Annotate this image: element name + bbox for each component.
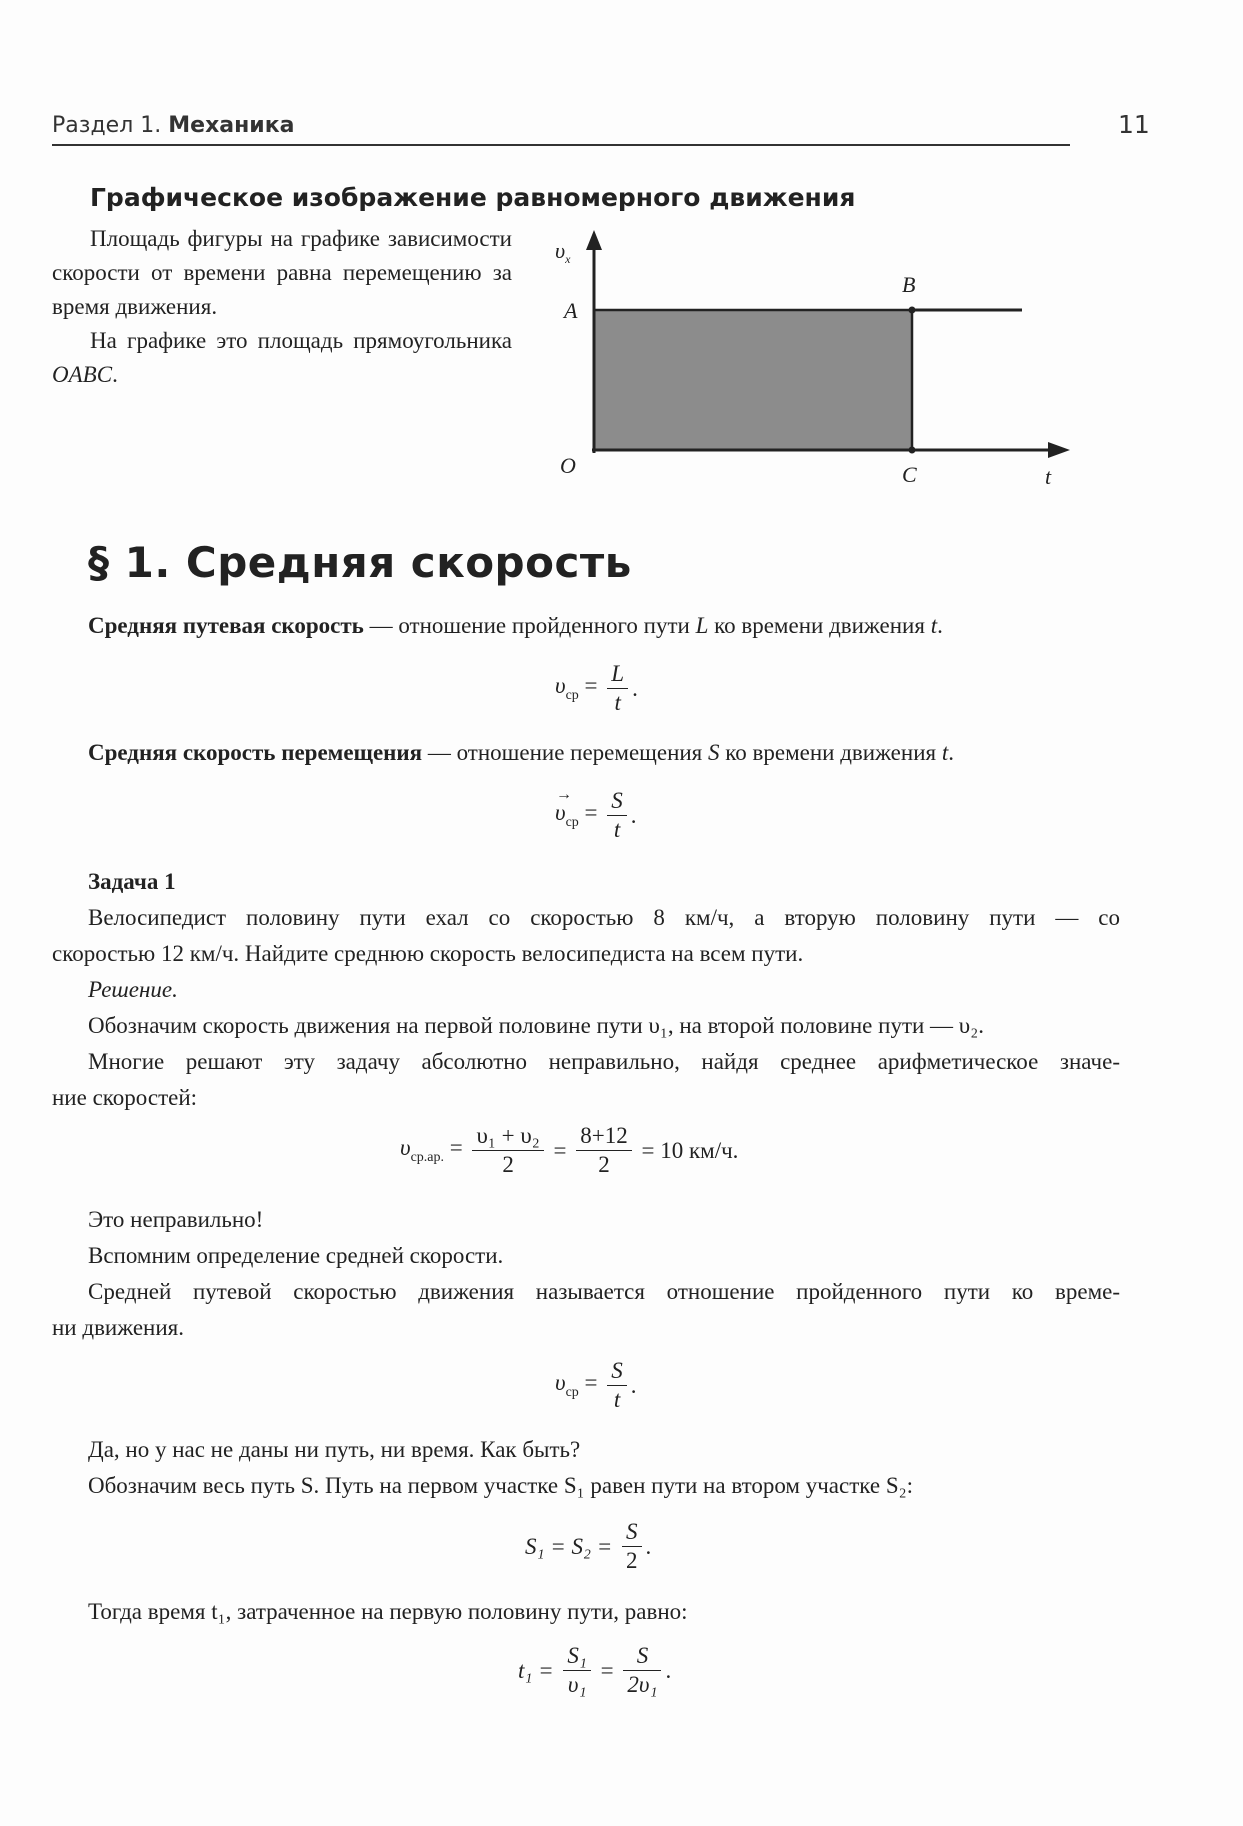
- solution-line-5: Вспомним определение средней скорости.: [88, 1243, 504, 1268]
- formula-avg-displacement-speed: → $\upsilon_{ср}$ = $\frac{S}{t}$ .: [555, 786, 637, 842]
- page-number: 11: [1118, 110, 1150, 139]
- x-axis-label: t: [1045, 464, 1052, 489]
- point-b-marker: [909, 307, 916, 314]
- running-header: [52, 113, 295, 138]
- problem-text-line-2: скоростью 12 км/ч. Найдите среднюю скорость велосипедиста на всем пути.: [52, 941, 804, 966]
- section-prefix: Раздел 1.: [52, 113, 162, 138]
- solution-line-3: ние скоростей:: [52, 1085, 198, 1110]
- velocity-time-diagram: [540, 228, 1140, 498]
- x-axis-arrow-icon: [1048, 442, 1070, 458]
- solution-label: Решение.: [88, 977, 178, 1002]
- solution-line-2: Многие решают эту задачу абсолютно неправильно, найдя среднее арифметическое значе-: [88, 1049, 1120, 1074]
- y-axis-arrow-icon: [586, 230, 602, 250]
- header-rule: [52, 144, 1070, 146]
- problem-text-line-1: Велосипедист половину пути ехал со скоростью 8 км/ч, а вторую половину пути — со: [88, 905, 1120, 930]
- solution-line-1: Обозначим скорость движения на первой половине пути υ₁, на второй половине пути — υ₂.: [88, 1013, 984, 1038]
- solution-line-4: Это неправильно!: [88, 1207, 264, 1232]
- point-c-label: C: [902, 462, 917, 487]
- section-title: § 1. Средняя скорость: [88, 538, 632, 587]
- area-rectangle: [594, 310, 912, 450]
- point-c-marker: [909, 447, 916, 454]
- definition-displacement-speed: Средняя скорость перемещения — отношение перемещения S ко времени движения t.: [88, 740, 954, 765]
- solution-line-8: Да, но у нас не даны ни путь, ни время. Как быть?: [88, 1437, 581, 1462]
- formula-time-first-half: t₁ = $\frac{\text{S₁}}{\text{υ₁}}$ = $\frac{S}{\text{2υ₁}}$ .: [518, 1643, 672, 1697]
- point-o-label: O: [560, 453, 576, 478]
- problem-title: Задача 1: [88, 869, 176, 894]
- formula-avg-speed-repeat: $\upsilon_{ср}$ = $\frac{S}{t}$ .: [555, 1358, 637, 1412]
- point-b-label: B: [902, 272, 916, 297]
- solution-line-6: Средней путевой скоростью движения называется отношение пройденного пути ко време-: [88, 1279, 1120, 1304]
- solution-line-10: Тогда время t₁, затраченное на первую половину пути, равно:: [88, 1599, 688, 1624]
- solution-line-9: Обозначим весь путь S. Путь на первом участке S₁ равен пути на втором участке S₂:: [88, 1473, 914, 1498]
- graphic-heading: Графическое изображение равномерного движения: [90, 183, 856, 212]
- graphic-paragraph-1: Площадь фигуры на графике зависимости скорости от времени равна перемещению за время движения.: [52, 226, 512, 319]
- graphic-intro: [52, 222, 512, 392]
- definition-path-speed: Средняя путевая скорость — отношение пройденного пути L ко времени движения t.: [88, 613, 943, 638]
- section-name: Механика: [168, 113, 295, 138]
- formula-arithmetic-mean: $\upsilon_{ср.ар.}$ = $\frac{\text{υ₁ + υ₂}}{2}$ = $\frac{8+12}{2}$ = 10 км/ч.: [400, 1123, 739, 1177]
- y-axis-label: $\upsilon_x$: [555, 238, 571, 266]
- formula-half-path: S₁ = S₂ = $\frac{S}{2}$ .: [525, 1519, 652, 1573]
- graphic-paragraph-2: На графике это площадь прямоугольника OABC.: [52, 328, 512, 387]
- solution-line-7: ни движения.: [52, 1315, 184, 1340]
- point-a-label: A: [564, 298, 578, 323]
- formula-avg-path-speed: $\upsilon_{ср}$ = $\frac{L}{t}$ .: [555, 661, 638, 715]
